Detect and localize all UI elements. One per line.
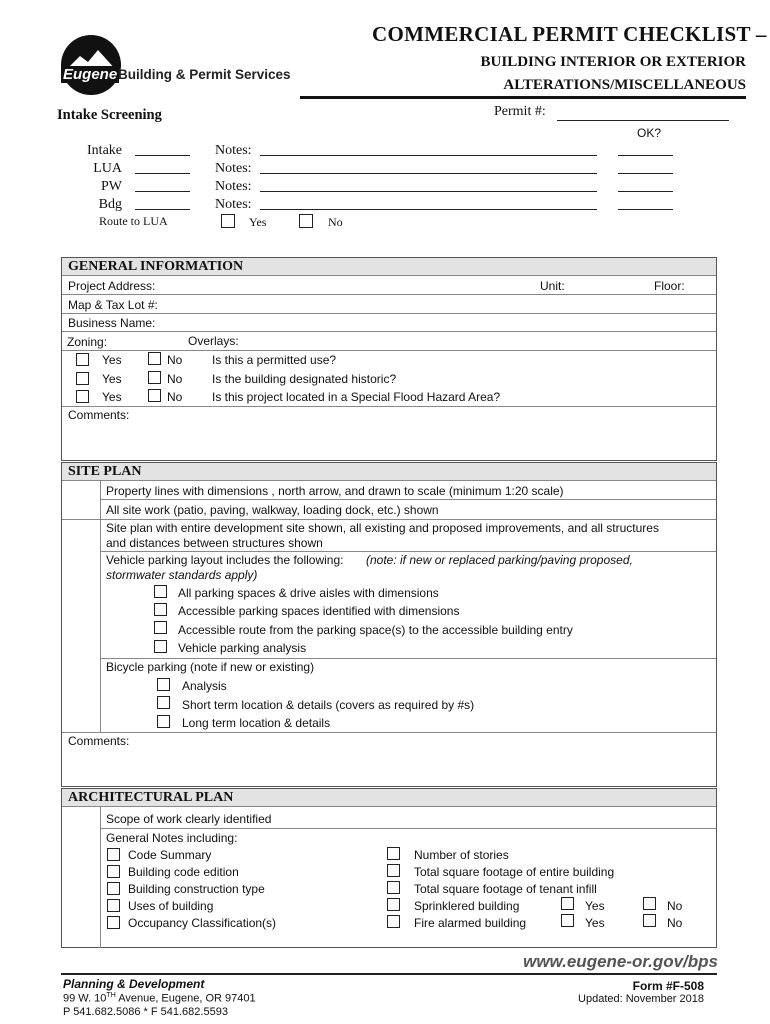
yes-label: Yes xyxy=(102,372,122,386)
vehicle-item-checkbox[interactable] xyxy=(154,603,167,616)
arch-right-label: Sprinklered building xyxy=(414,899,520,913)
ok-label: OK? xyxy=(637,126,662,140)
bicycle-item-checkbox[interactable] xyxy=(157,696,170,709)
general-information-header xyxy=(62,258,716,276)
question-permitted-use: Is this a permitted use? xyxy=(212,353,337,367)
arch-left-label: Uses of building xyxy=(128,899,214,913)
flood-hazard-no-checkbox[interactable] xyxy=(148,389,161,402)
arch-right-label: Fire alarmed building xyxy=(414,916,527,930)
site-item-development-site: Site plan with entire development site shown, all existing and proposed improvements, and all structures xyxy=(106,521,659,535)
vehicle-item-label: Accessible parking spaces identified with dimensions xyxy=(178,604,460,618)
lua-ok-field[interactable] xyxy=(618,173,673,174)
arch-right-label: Total square footage of tenant infill xyxy=(414,882,597,896)
arch-left-checkbox[interactable] xyxy=(107,848,120,861)
site-item-development-site-cont: and distances between structures shown xyxy=(106,536,323,550)
notes-label: Notes: xyxy=(215,197,252,212)
bdg-notes-field[interactable] xyxy=(260,209,597,210)
arch-left-label: Building construction type xyxy=(128,882,265,896)
pw-ok-field[interactable] xyxy=(618,191,673,192)
arch-right-checkbox[interactable] xyxy=(387,881,400,894)
section-title: GENERAL INFORMATION xyxy=(68,259,244,274)
footer-updated: Updated: November 2018 xyxy=(578,993,704,1005)
bdg-ok-field[interactable] xyxy=(618,209,673,210)
permit-label: Permit #: xyxy=(494,104,546,119)
vehicle-item-label: Accessible route from the parking space(s) to the accessible building entry xyxy=(178,623,573,637)
arch-left-label: Building code edition xyxy=(128,865,239,879)
lua-notes-field[interactable] xyxy=(260,173,597,174)
site-plan-header xyxy=(62,463,716,481)
yes-label: Yes xyxy=(585,916,605,930)
vehicle-item-checkbox[interactable] xyxy=(154,640,167,653)
footer-phone: P 541.682.5086 * F 541.682.5593 xyxy=(63,1006,228,1018)
route-to-lua-label: Route to LUA xyxy=(99,214,168,228)
general-comments-label: Comments: xyxy=(68,408,130,422)
arch-right-checkbox[interactable] xyxy=(387,915,400,928)
arch-left-checkbox[interactable] xyxy=(107,899,120,912)
footer-rule xyxy=(61,973,717,975)
footer-dept: Planning & Development xyxy=(63,977,205,991)
flood-hazard-yes-checkbox[interactable] xyxy=(76,390,89,403)
vehicle-item-checkbox[interactable] xyxy=(154,621,167,634)
architectural-plan-section xyxy=(61,788,717,948)
arch-left-checkbox[interactable] xyxy=(107,882,120,895)
bicycle-item-checkbox[interactable] xyxy=(157,715,170,728)
permitted-use-yes-checkbox[interactable] xyxy=(76,353,89,366)
vehicle-parking-note: (note: if new or replaced parking/paving proposed, xyxy=(366,553,633,567)
page-title-line1: COMMERCIAL PERMIT CHECKLIST – xyxy=(372,22,767,46)
footer-address xyxy=(63,992,256,1005)
lua-initial-field[interactable] xyxy=(135,173,190,174)
general-notes-label: General Notes including: xyxy=(106,831,238,845)
route-yes-label: Yes xyxy=(249,215,267,229)
org-name: Building & Permit Services xyxy=(118,67,291,82)
no-label: No xyxy=(167,390,183,404)
scope-of-work-label: Scope of work clearly identified xyxy=(106,812,272,826)
route-yes-checkbox[interactable] xyxy=(221,214,235,228)
pw-initial-field[interactable] xyxy=(135,191,190,192)
yes-label: Yes xyxy=(585,899,605,913)
intake-row-label: Intake xyxy=(87,143,122,158)
arch-left-checkbox[interactable] xyxy=(107,865,120,878)
intake-notes-field[interactable] xyxy=(260,155,597,156)
no-label: No xyxy=(667,916,683,930)
footer-url-link[interactable]: www.eugene-or.gov/bps xyxy=(523,952,718,971)
bicycle-item-label: Long term location & details xyxy=(182,716,331,730)
arch-left-checkbox[interactable] xyxy=(107,916,120,929)
yes-label: Yes xyxy=(102,353,122,367)
question-flood-hazard: Is this project located in a Special Flood Hazard Area? xyxy=(212,390,501,404)
project-address-label: Project Address: xyxy=(68,279,156,293)
bicycle-item-checkbox[interactable] xyxy=(157,678,170,691)
eugene-logo-icon xyxy=(60,34,122,96)
vehicle-parking-note-cont: stormwater standards apply) xyxy=(106,568,258,582)
intake-row-label: Bdg xyxy=(98,197,122,212)
general-information-section xyxy=(61,257,717,461)
site-item-bicycle-parking: Bicycle parking (note if new or existing) xyxy=(106,660,315,674)
question-historic: Is the building designated historic? xyxy=(212,372,397,386)
sprinklered-yes-checkbox[interactable] xyxy=(561,897,574,910)
sprinklered-no-checkbox[interactable] xyxy=(643,897,656,910)
arch-right-checkbox[interactable] xyxy=(387,898,400,911)
arch-left-label: Code Summary xyxy=(128,848,212,862)
overlays-label: Overlays: xyxy=(188,334,239,348)
site-item-site-work: All site work (patio, paving, walkway, loading dock, etc.) shown xyxy=(106,503,439,517)
site-plan-section xyxy=(61,462,717,787)
intake-ok-field[interactable] xyxy=(618,155,673,156)
arch-right-checkbox[interactable] xyxy=(387,847,400,860)
vehicle-item-checkbox[interactable] xyxy=(154,585,167,598)
bicycle-item-label: Short term location & details (covers as required by #s) xyxy=(182,698,475,712)
yes-label: Yes xyxy=(102,390,122,404)
arch-right-checkbox[interactable] xyxy=(387,864,400,877)
site-comments-label: Comments: xyxy=(68,734,130,748)
intake-row-label: LUA xyxy=(93,161,122,176)
notes-label: Notes: xyxy=(215,143,252,158)
address-line: 99 W. 10 xyxy=(63,992,107,1005)
bdg-initial-field[interactable] xyxy=(135,209,190,210)
section-title: SITE PLAN xyxy=(68,464,142,479)
pw-notes-field[interactable] xyxy=(260,191,597,192)
page-title-line3: ALTERATIONS/MISCELLANEOUS xyxy=(503,77,746,93)
intake-initial-field[interactable] xyxy=(135,155,190,156)
no-label: No xyxy=(167,353,183,367)
notes-label: Notes: xyxy=(215,161,252,176)
no-label: No xyxy=(667,899,683,913)
zoning-label: Zoning: xyxy=(67,335,108,349)
site-item-property-lines: Property lines with dimensions , north arrow, and drawn to scale (minimum 1:20 scale) xyxy=(106,484,564,498)
footer-form-number: Form #F-508 xyxy=(632,979,704,993)
floor-label: Floor: xyxy=(654,279,685,293)
vehicle-item-label: Vehicle parking analysis xyxy=(178,641,307,655)
arch-right-label: Number of stories xyxy=(414,848,509,862)
fire-alarm-yes-checkbox[interactable] xyxy=(561,914,574,927)
intake-row-label: PW xyxy=(101,179,122,194)
site-item-vehicle-parking: Vehicle parking layout includes the following: xyxy=(106,553,344,567)
logo-text: Eugene xyxy=(63,66,118,83)
map-tax-lot-label: Map & Tax Lot #: xyxy=(68,298,158,312)
arch-right-label: Total square footage of entire building xyxy=(414,865,615,879)
permit-number-field[interactable] xyxy=(557,120,729,121)
bicycle-item-label: Analysis xyxy=(182,679,227,693)
vehicle-item-label: All parking spaces & drive aisles with dimensions xyxy=(178,586,439,600)
logo xyxy=(60,34,122,96)
route-no-label: No xyxy=(328,215,343,229)
section-title: ARCHITECTURAL PLAN xyxy=(68,790,234,805)
no-label: No xyxy=(167,372,183,386)
address-line-rest: Avenue, Eugene, OR 97401 xyxy=(115,992,256,1005)
business-name-label: Business Name: xyxy=(68,316,156,330)
header-rule xyxy=(300,96,746,99)
permitted-use-no-checkbox[interactable] xyxy=(148,352,161,365)
page-title-line2: BUILDING INTERIOR OR EXTERIOR xyxy=(480,54,746,70)
unit-label: Unit: xyxy=(540,279,565,293)
route-no-checkbox[interactable] xyxy=(299,214,313,228)
notes-label: Notes: xyxy=(215,179,252,194)
historic-no-checkbox[interactable] xyxy=(148,371,161,384)
intake-title: Intake Screening xyxy=(57,107,162,123)
historic-yes-checkbox[interactable] xyxy=(76,372,89,385)
architectural-plan-header xyxy=(62,789,716,807)
address-superscript: TH xyxy=(106,992,116,999)
arch-left-label: Occupancy Classification(s) xyxy=(128,916,277,930)
fire-alarm-no-checkbox[interactable] xyxy=(643,914,656,927)
